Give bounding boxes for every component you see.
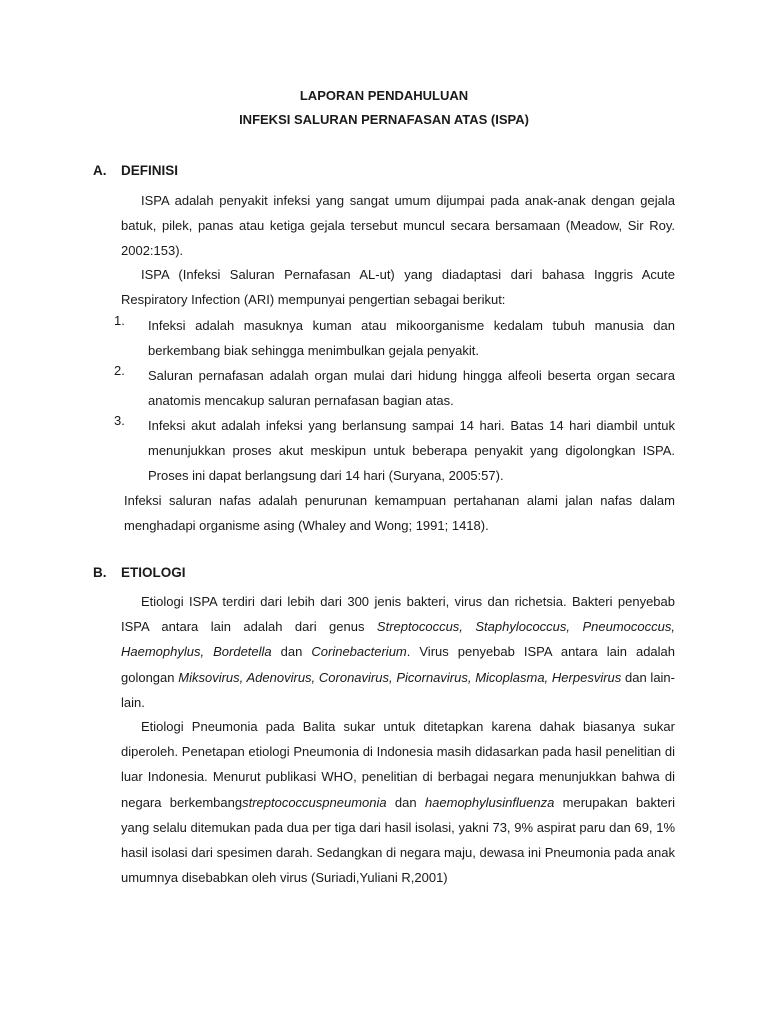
section-a-letter: A. — [93, 163, 107, 178]
section-b-heading: ETIOLOGI — [121, 565, 186, 580]
etiologi-paragraph-1: Etiologi ISPA terdiri dari lebih dari 300 jenis bakteri, virus dan richetsia. Bakteri penyebab ISPA antara lain adalah dari genus Streptococcus, Staphylococcus, Pneumococcus, Haemophylus, Bordetella dan Corinebacterium. Virus penyebab ISPA antara lain adalah golongan Miksovirus, Adenovirus, Coronavirus, Picornavirus, Micoplasma, Herpesvirus dan lain-lain. — [121, 594, 675, 710]
list-item: Infeksi akut adalah infeksi yang berlansung sampai 14 hari. Batas 14 hari diambil untuk menunjukkan proses akut meskipun untuk beberapa penyakit yang digolongkan ISPA. Proses ini dapat berlangsung dari 14 hari (Suryana, 2005:57). — [148, 418, 675, 483]
list-item: Saluran pernafasan adalah organ mulai dari hidung hingga alfeoli beserta organ secara anatomis mencakup saluran pernafasan bagian atas. — [148, 368, 675, 408]
definisi-paragraph-2: ISPA (Infeksi Saluran Pernafasan AL-ut) yang diadaptasi dari bahasa Inggris Acute Respiratory Infection (ARI) mempunyai pengertian sebagai berikut: — [121, 267, 675, 307]
list-item-number: 1. — [114, 313, 125, 328]
report-title: LAPORAN PENDAHULUAN — [299, 88, 469, 103]
report-subtitle: INFEKSI SALURAN PERNAFASAN ATAS (ISPA) — [239, 112, 529, 127]
definisi-paragraph-3: Infeksi saluran nafas adalah penurunan kemampuan pertahanan alami jalan nafas dalam menghadapi organisme asing (Whaley and Wong; 1991; 1418). — [124, 493, 675, 533]
definisi-paragraph-1: ISPA adalah penyakit infeksi yang sangat umum dijumpai pada anak-anak dengan gejala batuk, pilek, panas atau ketiga gejala tersebut muncul secara bersamaan (Meadow, Sir Roy. 2002:153). — [121, 193, 675, 258]
section-a-heading: DEFINISI — [121, 163, 179, 178]
list-item-number: 2. — [114, 363, 125, 378]
section-b-letter: B. — [93, 565, 107, 580]
list-item-number: 3. — [114, 413, 125, 428]
etiologi-paragraph-2: Etiologi Pneumonia pada Balita sukar untuk ditetapkan karena dahak biasanya sukar diperoleh. Penetapan etiologi Pneumonia di Indonesia masih didasarkan pada hasil penelitian di luar Indonesia. Menurut publikasi WHO, penelitian di berbagai negara menunjukkan bahwa di negara berkembangstreptococcuspneumonia dan haemophylusinfluenza merupakan bakteri yang selalu ditemukan pada dua per tiga dari hasil isolasi, yakni 73, 9% aspirat paru dan 69, 1% hasil isolasi dari spesimen darah. Sedangkan di negara maju, dewasa ini Pneumonia pada anak umumnya disebabkan oleh virus (Suriadi,Yuliani R,2001) — [121, 719, 676, 886]
list-item: Infeksi adalah masuknya kuman atau mikoorganisme kedalam tubuh manusia dan berkembang biak sehingga menimbulkan gejala penyakit. — [148, 318, 675, 358]
